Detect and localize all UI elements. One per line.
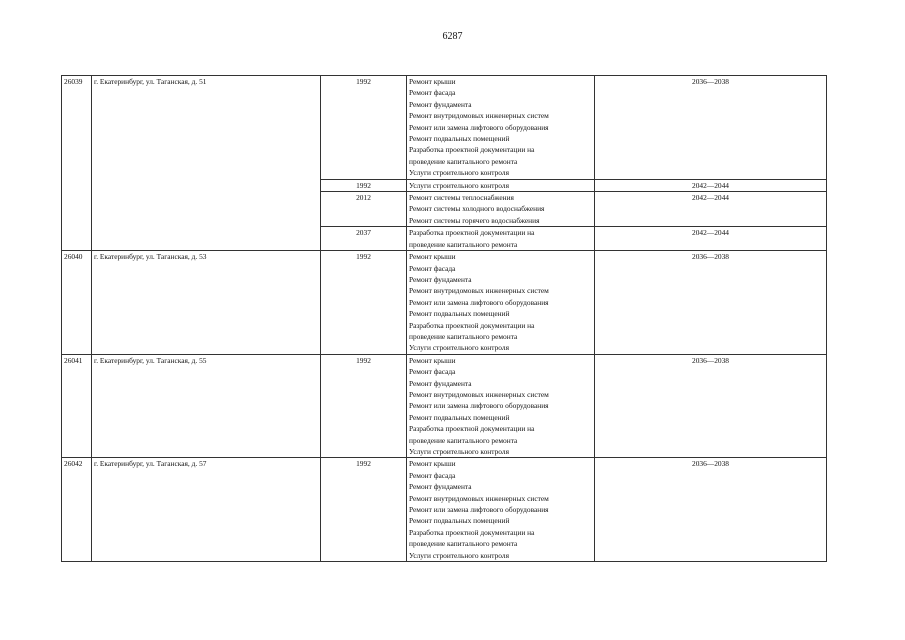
work-item: Разработка проектной документации на — [409, 145, 535, 155]
work-item: Ремонт подвальных помещений — [409, 412, 510, 422]
period-cell: 2036—2038 — [595, 251, 827, 355]
work-item: Ремонт фундамента — [409, 482, 472, 492]
address-cell: г. Екатеринбург, ул. Таганская, д. 57 — [92, 458, 321, 562]
work-item: Разработка проектной документации на — [409, 527, 535, 537]
page-number: 6287 — [442, 31, 463, 42]
work-item: Ремонт системы холодного водоснабжения — [409, 204, 545, 214]
work-item: Услуги строительного контроля — [409, 447, 509, 456]
work-item: Ремонт системы горячего водоснабжения — [409, 215, 540, 225]
table-row — [62, 76, 827, 180]
work-item: Услуги строительного контроля — [409, 343, 509, 353]
table-row — [62, 354, 827, 458]
work-item: Ремонт фасада — [409, 88, 456, 98]
work-item: Ремонт крыши — [409, 459, 456, 469]
period-cell: 2042—2044 — [595, 227, 827, 251]
works-cell — [407, 227, 595, 251]
work-item: проведение капитального ремонта — [409, 539, 518, 549]
work-item: Услуги строительного контроля — [409, 180, 509, 190]
work-item: проведение капитального ремонта — [409, 239, 518, 249]
works-cell — [407, 76, 595, 180]
work-item: проведение капитального ремонта — [409, 156, 518, 166]
work-item: Ремонт фасада — [409, 367, 456, 377]
work-item: Ремонт фундамента — [409, 274, 472, 284]
address-cell: г. Екатеринбург, ул. Таганская, д. 51 — [92, 76, 321, 251]
works-cell — [407, 251, 595, 355]
object-id-cell: 26041 — [62, 354, 92, 458]
period-cell: 2042—2044 — [595, 179, 827, 191]
work-item: Ремонт внутридомовых инженерных систем — [409, 111, 549, 121]
period-cell: 2036—2038 — [595, 458, 827, 562]
table-row — [62, 458, 827, 562]
work-item: Разработка проектной документации на — [409, 320, 535, 330]
year-cell: 1992 — [321, 76, 407, 180]
works-cell — [407, 179, 595, 191]
table-body — [62, 76, 827, 562]
object-id-cell: 26040 — [62, 251, 92, 355]
work-item: Услуги строительного контроля — [409, 550, 509, 560]
address-cell: г. Екатеринбург, ул. Таганская, д. 55 — [92, 354, 321, 458]
work-item: Ремонт крыши — [409, 252, 456, 262]
object-id-cell: 26042 — [62, 458, 92, 562]
year-cell: 2037 — [321, 227, 407, 251]
work-item: Ремонт системы теплоснабжения — [409, 193, 514, 203]
period-cell: 2036—2038 — [595, 354, 827, 458]
work-item: Ремонт подвальных помещений — [409, 516, 510, 526]
repair-schedule-table — [61, 75, 827, 562]
work-item: Ремонт внутридомовых инженерных систем — [409, 389, 549, 399]
period-cell: 2036—2038 — [595, 76, 827, 180]
work-item: Ремонт внутридомовых инженерных систем — [409, 493, 549, 503]
work-item: Разработка проектной документации на — [409, 228, 535, 238]
works-cell — [407, 354, 595, 458]
work-item: Ремонт или замена лифтового оборудования — [409, 401, 549, 411]
work-item: Ремонт или замена лифтового оборудования — [409, 297, 549, 307]
works-cell — [407, 192, 595, 227]
work-item: проведение капитального ремонта — [409, 331, 518, 341]
year-cell: 2012 — [321, 192, 407, 227]
work-item: Ремонт фасада — [409, 263, 456, 273]
work-item: Ремонт фасада — [409, 470, 456, 480]
table-row — [62, 251, 827, 355]
work-item: Ремонт внутридомовых инженерных систем — [409, 286, 549, 296]
work-item: проведение капитального ремонта — [409, 435, 518, 445]
object-id-cell: 26039 — [62, 76, 92, 251]
period-cell: 2042—2044 — [595, 192, 827, 227]
work-item: Ремонт подвальных помещений — [409, 134, 510, 144]
work-item: Ремонт фундамента — [409, 378, 472, 388]
work-item: Ремонт фундамента — [409, 99, 472, 109]
works-cell — [407, 458, 595, 562]
year-cell: 1992 — [321, 251, 407, 355]
year-cell: 1992 — [321, 179, 407, 191]
address-cell: г. Екатеринбург, ул. Таганская, д. 53 — [92, 251, 321, 355]
work-item: Ремонт крыши — [409, 77, 456, 86]
work-item: Разработка проектной документации на — [409, 424, 535, 434]
year-cell: 1992 — [321, 458, 407, 562]
year-cell: 1992 — [321, 354, 407, 458]
work-item: Ремонт крыши — [409, 355, 456, 365]
work-item: Ремонт или замена лифтового оборудования — [409, 505, 549, 515]
work-item: Услуги строительного контроля — [409, 168, 509, 178]
work-item: Ремонт подвальных помещений — [409, 309, 510, 319]
work-item: Ремонт или замена лифтового оборудования — [409, 122, 549, 132]
